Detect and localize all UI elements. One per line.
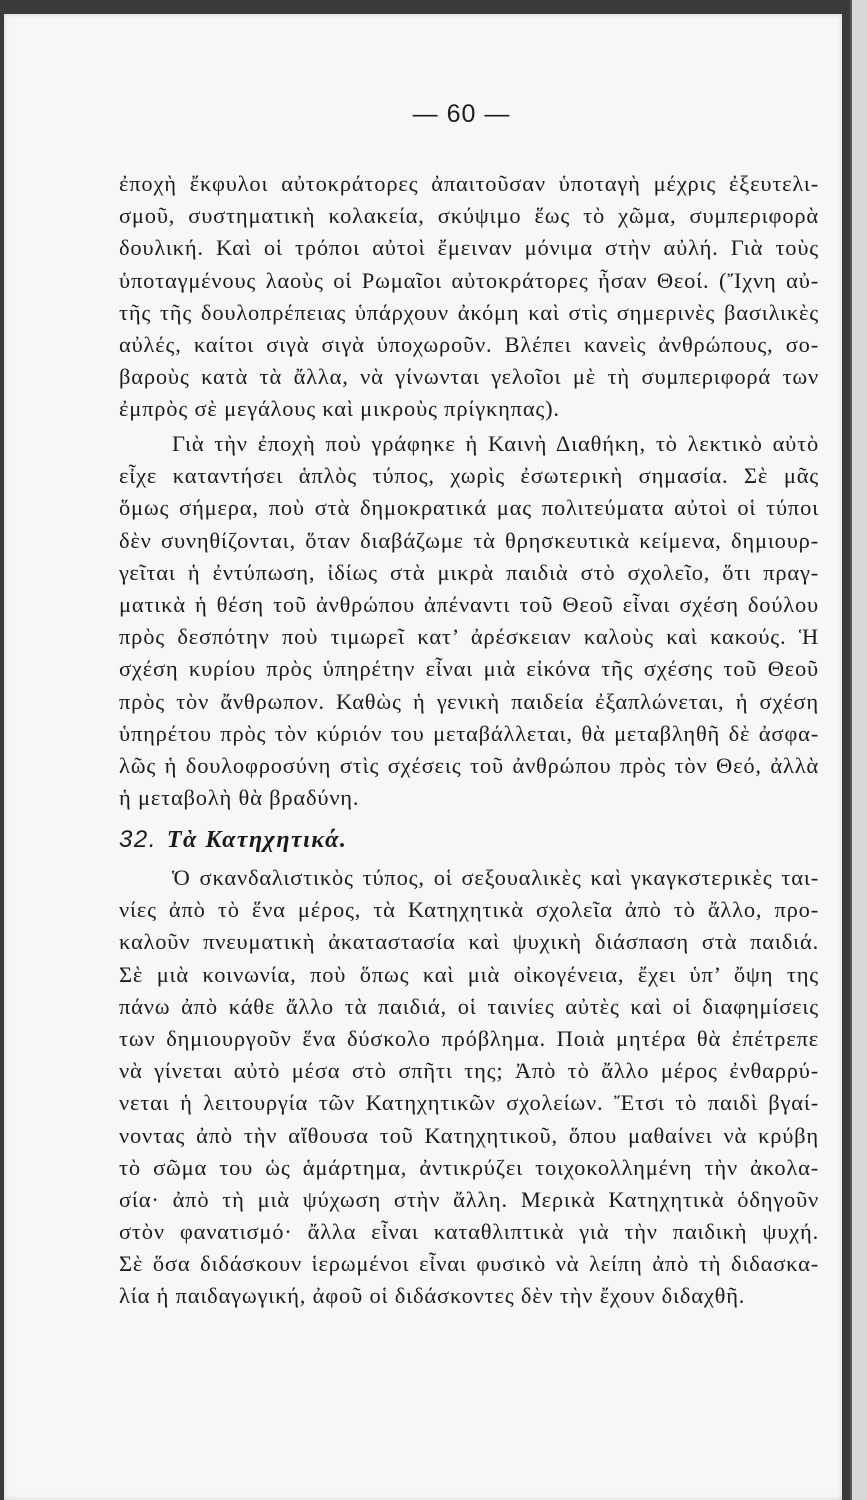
page-number: — 60 —	[412, 100, 511, 128]
text-line: νοντας ἀπὸ τὴν αἴθουσα τοῦ Κατηχητικοῦ, ὅπου μαθαίνει νὰ κρύβη	[119, 1122, 819, 1148]
text-line: σμοῦ, συστηματικὴ κολακεία, σκύψιμο ἕως τὸ χῶμα, συμπεριφορὰ	[119, 203, 819, 229]
text-line: ὑποταγμένους λαοὺς οἱ Ρωμαῖοι αὐτοκράτορες ἦσαν Θεοί. (Ἴχνη αὐ-	[119, 267, 819, 293]
text-line: τὸ σῶμα του ὡς ἁμάρτημα, ἀντικρύζει τοιχοκολλημένη τὴν ἀκολα-	[119, 1154, 819, 1180]
section-heading	[119, 826, 347, 854]
section-number: 32.	[119, 826, 157, 853]
text-line: βαροὺς κατὰ τὰ ἄλλα, νὰ γίνωνται γελοῖοι μὲ τὴ συμπεριφορά των	[119, 364, 819, 390]
text-line: σία· ἀπὸ τὴ μιὰ ψύχωση στὴν ἄλλη. Μερικὰ Κατηχητικὰ ὁδηγοῦν	[119, 1186, 819, 1212]
text-line: ματικὰ ἡ θέση τοῦ ἀνθρώπου ἀπέναντι τοῦ Θεοῦ εἶναι σχέση δούλου	[119, 591, 819, 617]
text-line: Ὁ σκανδαλιστικὸς τύπος, οἱ σεξουαλικὲς καὶ γκαγκστερικὲς ται-	[172, 865, 819, 890]
text-line: καλοῦν πνευματικὴ ἀκαταστασία καὶ ψυχικὴ διάσπαση στὰ παιδιά.	[119, 929, 819, 955]
text-line: λῶς ἡ δουλοφροσύνη στὶς σχέσεις τοῦ ἀνθρώπου πρὸς τὸν Θεό, ἀλλὰ	[119, 752, 819, 778]
paragraph-continuation	[119, 168, 819, 426]
section-title: Τὰ Κατηχητικά.	[166, 827, 348, 853]
text-line: δουλική. Καὶ οἱ τρόποι αὐτοὶ ἔμειναν μόνιμα στὴν αὐλή. Γιὰ τοὺς	[119, 235, 819, 261]
text-line: Γιὰ τὴν ἐποχὴ ποὺ γράφηκε ἡ Καινὴ Διαθήκη, τὸ λεκτικὸ αὐτὸ	[172, 431, 819, 456]
text-line: ὅμως σήμερα, ποὺ στὰ δημοκρατικά μας πολιτεύματα αὐτοὶ οἱ τύποι	[119, 495, 819, 521]
text-line: των δημιουργοῦν ἕνα δύσκολο πρόβλημα. Ποιὰ μητέρα θὰ ἐπέτρεπε	[119, 1025, 819, 1051]
text-line: Σὲ μιὰ κοινωνία, ποὺ ὅπως καὶ μιὰ οἰκογένεια, ἔχει ὑπ’ ὄψη της	[119, 961, 819, 987]
text-line: ἐποχὴ ἔκφυλοι αὐτοκράτορες ἀπαιτοῦσαν ὑποταγὴ μέχρις ἐξευτελι-	[119, 171, 819, 196]
text-line: νίες ἀπὸ τὸ ἕνα μέρος, τὰ Κατηχητικὰ σχολεῖα ἀπὸ τὸ ἄλλο, προ-	[119, 897, 819, 923]
paragraph-new-testament	[119, 428, 819, 814]
text-line: νεται ἡ λειτουργία τῶν Κατηχητικῶν σχολείων. Ἔτσι τὸ παιδὶ βγαί-	[119, 1090, 819, 1116]
scan-page-edge	[850, 0, 867, 1500]
text-line: νὰ γίνεται αὐτὸ μέσα στὸ σπῆτι της; Ἀπὸ τὸ ἄλλο μέρος ἐνθαρρύ-	[119, 1058, 819, 1084]
text-line: τῆς τῆς δουλοπρέπειας ὑπάρχουν ἀκόμη καὶ στὶς σημερινὲς βασιλικὲς	[119, 299, 819, 325]
text-line: εἶχε καταντήσει ἁπλὸς τύπος, χωρὶς ἐσωτερικὴ σημασία. Σὲ μᾶς	[119, 463, 819, 489]
text-line: ἐμπρὸς σὲ μεγάλους καὶ μικροὺς πρίγκηπας).	[119, 396, 560, 422]
text-line: λία ἡ παιδαγωγική, ἀφοῦ οἱ διδάσκοντες δὲν τὴν ἔχουν διδαχθῆ.	[119, 1283, 746, 1309]
text-line: πρὸς δεσπότην ποὺ τιμωρεῖ κατ’ ἀρέσκειαν καλοὺς καὶ κακούς. Ἡ	[119, 624, 819, 650]
text-line: σχέση κυρίου πρὸς ὑπηρέτην εἶναι μιὰ εἰκόνα τῆς σχέσης τοῦ Θεοῦ	[119, 656, 819, 682]
text-line: αὐλές, καίτοι σιγὰ σιγὰ ὑποχωροῦν. Βλέπει κανεὶς ἀνθρώπους, σο-	[119, 331, 819, 357]
text-line: πρὸς τὸν ἄνθρωπον. Καθὼς ἡ γενικὴ παιδεία ἐξαπλώνεται, ἡ σχέση	[119, 688, 819, 714]
text-line: πάνω ἀπὸ κάθε ἄλλο τὰ παιδιά, οἱ ταινίες αὐτὲς καὶ οἱ διαφημίσεις	[119, 993, 819, 1019]
text-line: στὸν φανατισμό· ἄλλα εἶναι καταθλιπτικὰ γιὰ τὴν παιδικὴ ψυχή.	[119, 1219, 819, 1245]
paragraph-catechism	[119, 862, 819, 1313]
text-line: γεῖται ἡ ἐντύπωση, ἰδίως στὰ μικρὰ παιδιὰ στὸ σχολεῖο, ὅτι πραγ-	[119, 559, 819, 585]
text-line: Σὲ ὅσα διδάσκουν ἱερωμένοι εἶναι φυσικὸ νὰ λείπη ἀπὸ τὴ διδασκα-	[119, 1251, 819, 1277]
text-line: ὑπηρέτου πρὸς τὸν κύριόν του μεταβάλλεται, θὰ μεταβληθῆ δὲ ἀσφα-	[119, 720, 819, 746]
text-line: ἡ μεταβολὴ θὰ βραδύνη.	[119, 785, 360, 811]
text-line: δὲν συνηθίζονται, ὅταν διαβάζωμε τὰ θρησκευτικὰ κείμενα, δημιουρ-	[119, 527, 819, 553]
